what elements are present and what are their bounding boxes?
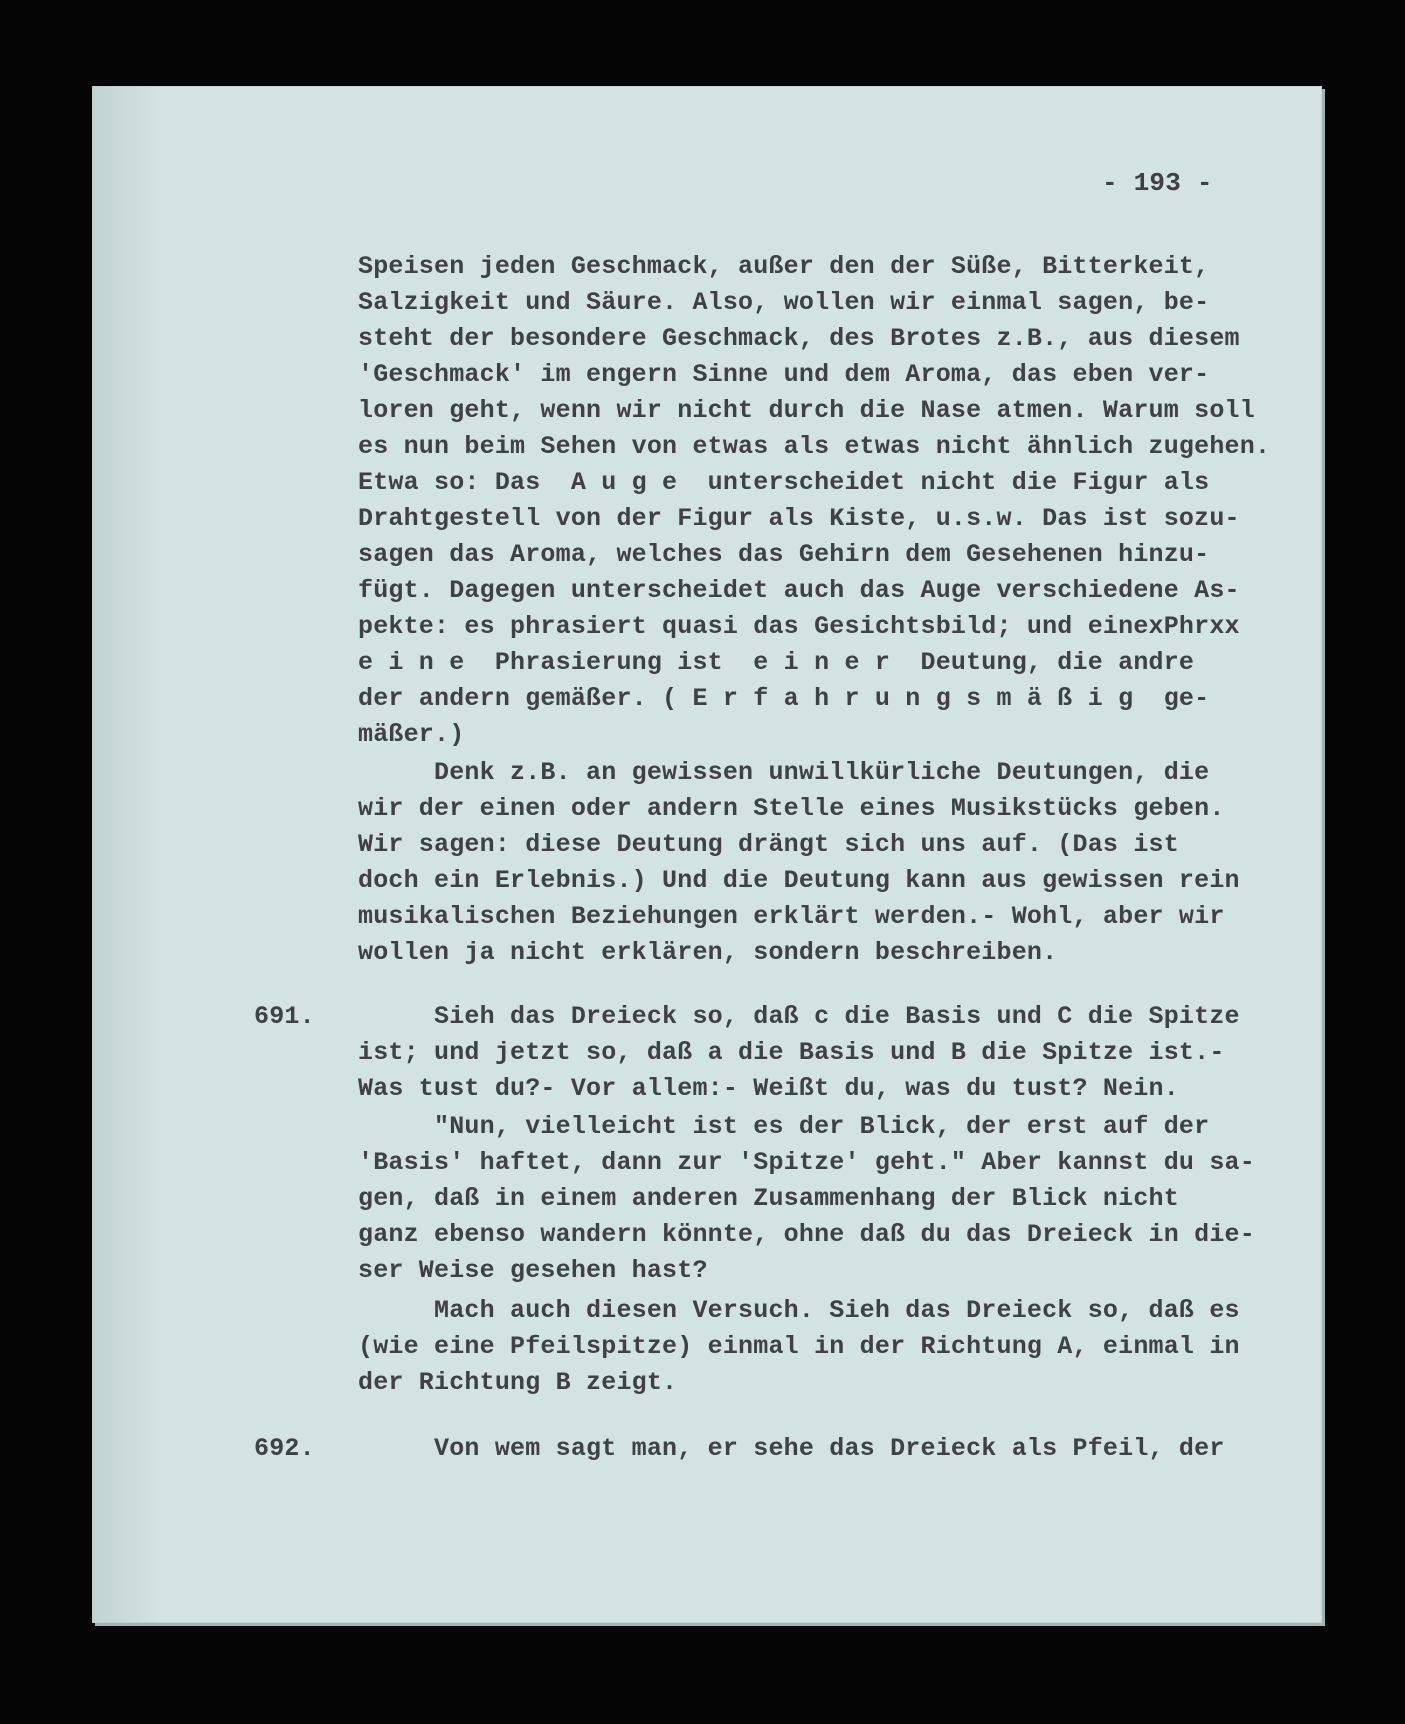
text-line: der Richtung B zeigt. bbox=[358, 1368, 678, 1397]
text-line: mäßer.) bbox=[358, 720, 465, 749]
text-line: Mach auch diesen Versuch. Sieh das Dreieck so, daß es bbox=[358, 1296, 1240, 1325]
text-line: Sieh das Dreieck so, daß c die Basis und C die Spitze bbox=[358, 1002, 1240, 1031]
text-line: ser Weise gesehen hast? bbox=[358, 1256, 708, 1285]
page-number: - 193 - bbox=[1102, 168, 1213, 198]
text-line: e i n e Phrasierung ist e i n e r Deutung, die andre bbox=[358, 648, 1195, 677]
text-line: loren geht, wenn wir nicht durch die Nase atmen. Warum soll bbox=[358, 396, 1255, 425]
text-line: Was tust du?- Vor allem:- Weißt du, was du tust? Nein. bbox=[358, 1074, 1179, 1103]
text-line: gen, daß in einem anderen Zusammenhang der Blick nicht bbox=[358, 1184, 1179, 1213]
text-line: der andern gemäßer. ( E r f a h r u n g s m ä ß i g ge- bbox=[358, 684, 1210, 713]
section-number: 691. bbox=[254, 1002, 315, 1031]
text-line: ist; und jetzt so, daß a die Basis und B die Spitze ist.- bbox=[358, 1038, 1225, 1067]
text-line: 'Geschmack' im engern Sinne und dem Aroma, das eben ver- bbox=[358, 360, 1210, 389]
text-line: Salzigkeit und Säure. Also, wollen wir einmal sagen, be- bbox=[358, 288, 1210, 317]
section-number: 692. bbox=[254, 1434, 315, 1463]
text-line: pekte: es phrasiert quasi das Gesichtsbild; und einexPhrxx bbox=[358, 612, 1240, 641]
text-line: steht der besondere Geschmack, des Brotes z.B., aus diesem bbox=[358, 324, 1240, 353]
text-line: ganz ebenso wandern könnte, ohne daß du das Dreieck in die- bbox=[358, 1220, 1255, 1249]
text-line: Von wem sagt man, er sehe das Dreieck als Pfeil, der bbox=[358, 1434, 1225, 1463]
text-line: Denk z.B. an gewissen unwillkürliche Deutungen, die bbox=[358, 758, 1210, 787]
text-line: wir der einen oder andern Stelle eines Musikstücks geben. bbox=[358, 794, 1225, 823]
text-line: 'Basis' haftet, dann zur 'Spitze' geht." Aber kannst du sa- bbox=[358, 1148, 1255, 1177]
text-line: Etwa so: Das A u g e unterscheidet nicht die Figur als bbox=[358, 468, 1210, 497]
text-line: Drahtgestell von der Figur als Kiste, u.s.w. Das ist sozu- bbox=[358, 504, 1240, 533]
typescript-page bbox=[92, 86, 1322, 1623]
text-line: wollen ja nicht erklären, sondern beschreiben. bbox=[358, 938, 1058, 967]
text-line: (wie eine Pfeilspitze) einmal in der Richtung A, einmal in bbox=[358, 1332, 1240, 1361]
text-line: fügt. Dagegen unterscheidet auch das Auge verschiedene As- bbox=[358, 576, 1240, 605]
text-line: Wir sagen: diese Deutung drängt sich uns auf. (Das ist bbox=[358, 830, 1179, 859]
text-line: musikalischen Beziehungen erklärt werden.- Wohl, aber wir bbox=[358, 902, 1225, 931]
text-line: es nun beim Sehen von etwas als etwas nicht ähnlich zugehen. bbox=[358, 432, 1271, 461]
text-line: Speisen jeden Geschmack, außer den der Süße, Bitterkeit, bbox=[358, 252, 1210, 281]
text-line: doch ein Erlebnis.) Und die Deutung kann aus gewissen rein bbox=[358, 866, 1240, 895]
text-line: sagen das Aroma, welches das Gehirn dem Gesehenen hinzu- bbox=[358, 540, 1210, 569]
text-line: "Nun, vielleicht ist es der Blick, der erst auf der bbox=[358, 1112, 1210, 1141]
